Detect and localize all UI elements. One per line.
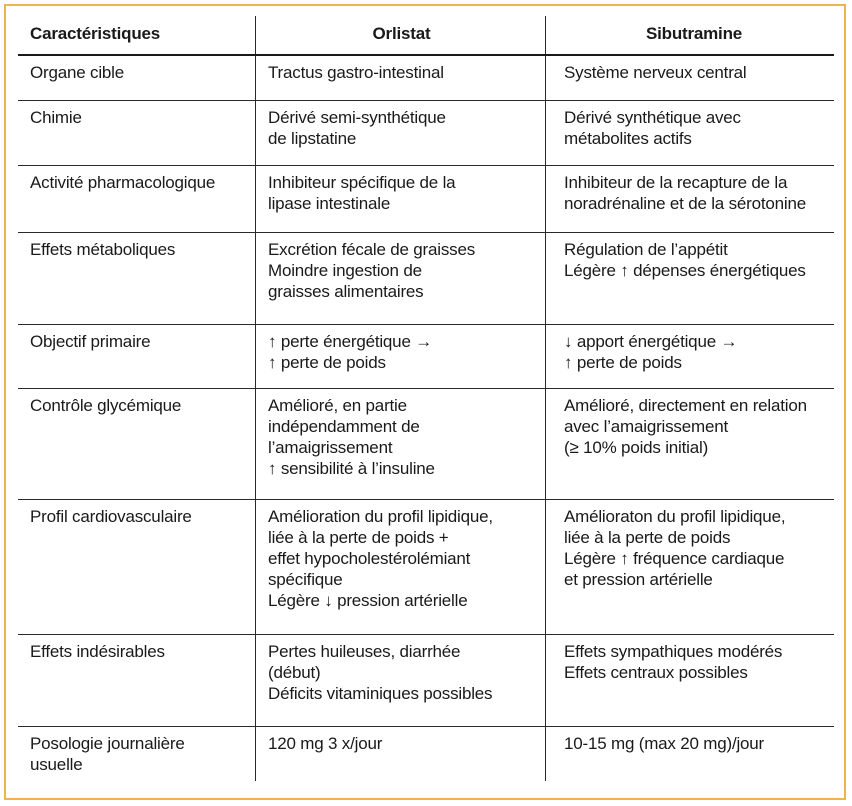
row-label: Effets indésirables [30,642,165,661]
sibutramine-cell: Dérivé synthétique avec métabolites actifs [545,101,834,165]
orlistat-cell: Inhibiteur spécifique de la lipase intestinale [255,166,545,232]
orlistat-cell: Pertes huileuses, diarrhée (début) Déficits vitaminiques possibles [255,635,545,726]
sibutramine-cell: ↓ apport énergétique → ↑ perte de poids [545,325,834,388]
table-header-row [18,16,834,56]
sibutramine-cell: Amélioré, directement en relation avec l’amaigrissement (≥ 10% poids initial) [545,389,834,499]
orlistat-cell: Dérivé semi-synthétique de lipstatine [255,101,545,165]
sibutramine-cell: 10-15 mg (max 20 mg)/jour [545,727,834,781]
table-row [18,233,834,325]
row-label: Organe cible [30,63,124,82]
table-row [18,166,834,233]
sibutramine-cell: Système nerveux central [545,56,834,100]
comparison-table [18,16,834,775]
row-label: Objectif primaire [30,332,151,351]
header-characteristics: Caractéristiques [30,24,161,43]
row-label: Activité pharmacologique [30,173,216,192]
table-row [18,727,834,775]
row-label: Chimie [30,108,82,127]
table-row [18,325,834,389]
sibutramine-cell: Effets sympathiques modérés Effets centraux possibles [545,635,834,726]
sibutramine-cell: Régulation de l’appétit Légère ↑ dépenses énergétiques [545,233,834,324]
row-label: Effets métaboliques [30,240,176,259]
orlistat-cell: 120 mg 3 x/jour [255,727,545,781]
orlistat-cell: Excrétion fécale de graisses Moindre ingestion de graisses alimentaires [255,233,545,324]
row-label: Contrôle glycémique [30,396,182,415]
orlistat-cell: Amélioré, en partie indépendamment de l’amaigrissement ↑ sensibilité à l’insuline [255,389,545,499]
orlistat-cell: ↑ perte énergétique → ↑ perte de poids [255,325,545,388]
table-row [18,500,834,635]
table-row [18,635,834,727]
orlistat-cell: Amélioration du profil lipidique, liée à la perte de poids + effet hypocholestérolémiant spécifique Légère ↓ pression artérielle [255,500,545,634]
table-row [18,101,834,166]
header-sibutramine: Sibutramine [545,16,834,54]
sibutramine-cell: Inhibiteur de la recapture de la noradrénaline et de la sérotonine [545,166,834,232]
header-orlistat: Orlistat [255,16,545,54]
row-label: Profil cardiovasculaire [30,507,192,526]
table-row [18,56,834,101]
sibutramine-cell: Amélioraton du profil lipidique, liée à la perte de poids Légère ↑ fréquence cardiaque et pression artérielle [545,500,834,634]
orlistat-cell: Tractus gastro-intestinal [255,56,545,100]
row-label: Posologie journalière usuelle [30,734,185,774]
table-row [18,389,834,500]
